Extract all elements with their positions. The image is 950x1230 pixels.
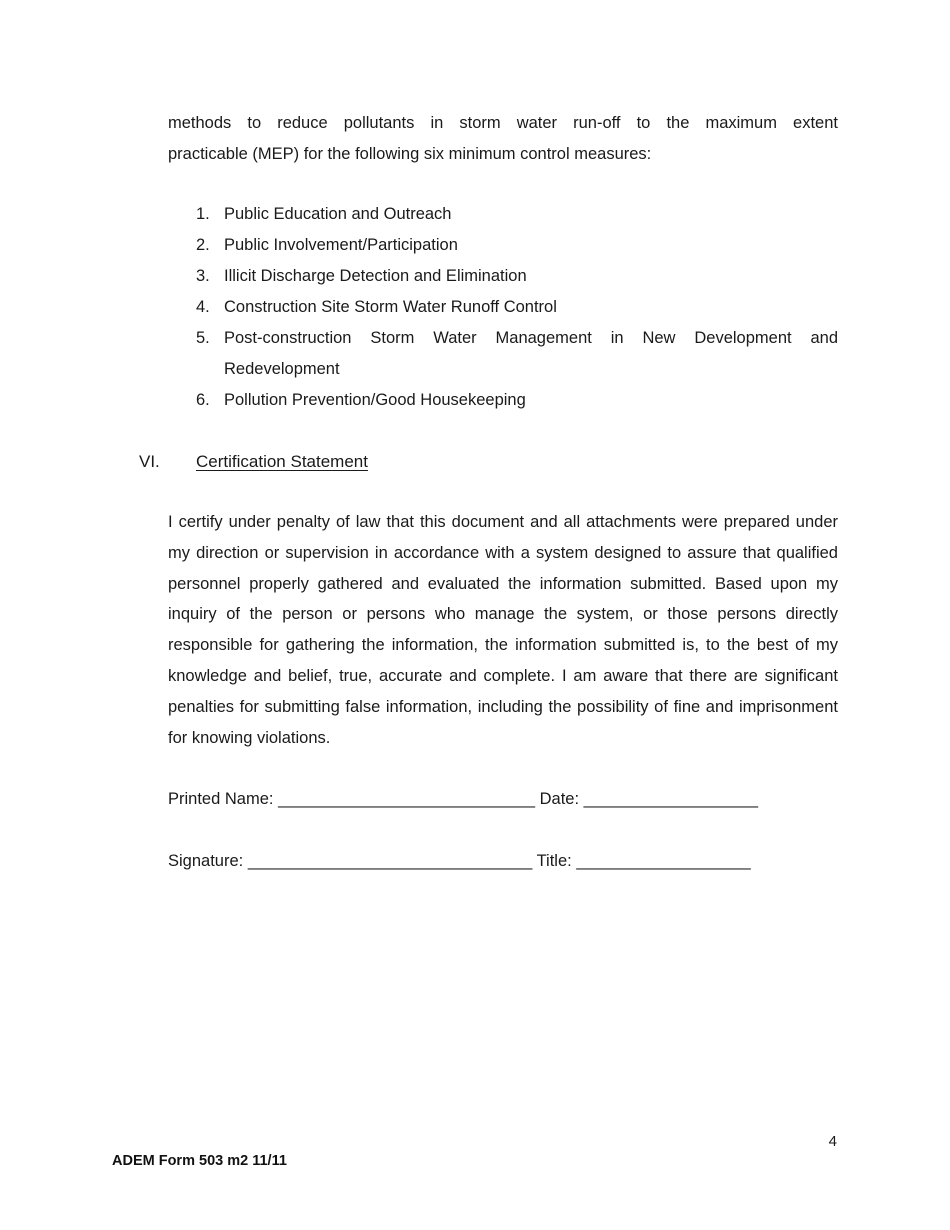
control-measures-list	[168, 199, 838, 416]
list-item-text: Public Involvement/Participation	[224, 236, 458, 254]
intro-paragraph	[168, 108, 838, 170]
printed-name-label: Printed Name:	[168, 790, 274, 808]
intro-line-1: methods to reduce pollutants in storm water run-off to the maximum extent	[168, 114, 838, 132]
list-item	[168, 230, 838, 261]
list-item-text: Pollution Prevention/Good Housekeeping	[224, 391, 526, 409]
title-field[interactable]: ___________________	[576, 852, 751, 870]
section-title: Certification Statement	[196, 452, 368, 471]
list-item-text: Illicit Discharge Detection and Elimination	[224, 267, 527, 285]
printed-name-row	[168, 784, 758, 815]
list-item-number: 2.	[196, 236, 210, 254]
page-number: 4	[828, 1133, 837, 1150]
date-field[interactable]: ___________________	[583, 790, 758, 808]
printed-name-field[interactable]: ____________________________	[278, 790, 536, 808]
list-item-text-line-2: Redevelopment	[224, 360, 340, 378]
list-item	[168, 261, 838, 292]
list-item-number: 3.	[196, 267, 210, 285]
section-numeral: VI.	[139, 452, 160, 471]
list-item	[168, 385, 838, 416]
list-item	[168, 292, 838, 323]
list-item-text-line-1: Post-construction Storm Water Management in New Development and	[224, 329, 838, 347]
form-identifier: ADEM Form 503 m2 11/11	[112, 1153, 287, 1169]
list-item-number: 5.	[196, 329, 210, 347]
signature-label: Signature:	[168, 852, 244, 870]
list-item-number: 4.	[196, 298, 210, 316]
list-item	[168, 323, 838, 385]
list-item-text: Construction Site Storm Water Runoff Control	[224, 298, 557, 316]
section-heading	[139, 446, 368, 477]
list-item-number: 1.	[196, 205, 210, 223]
list-item-text: Public Education and Outreach	[224, 205, 452, 223]
signature-field[interactable]: _______________________________	[247, 852, 533, 870]
title-label: Title:	[536, 852, 572, 870]
signature-row	[168, 846, 751, 877]
list-item	[168, 199, 838, 230]
list-item-number: 6.	[196, 391, 210, 409]
date-label: Date:	[539, 790, 580, 808]
certification-paragraph: I certify under penalty of law that this document and all attachments were prepared under my direction or supervision in accordance with a system designed to assure that qualified personnel properly gathered and evaluated the information submitted. Based upon my inquiry of the person or persons who manage the system, or those persons directly responsible for gathering the information, the information submitted is, to the best of my knowledge and belief, true, accurate and complete. I am aware that there are significant penalties for submitting false information, including the possibility of fine and imprisonment for knowing violations.	[168, 513, 838, 747]
intro-line-2: practicable (MEP) for the following six minimum control measures:	[168, 145, 652, 163]
